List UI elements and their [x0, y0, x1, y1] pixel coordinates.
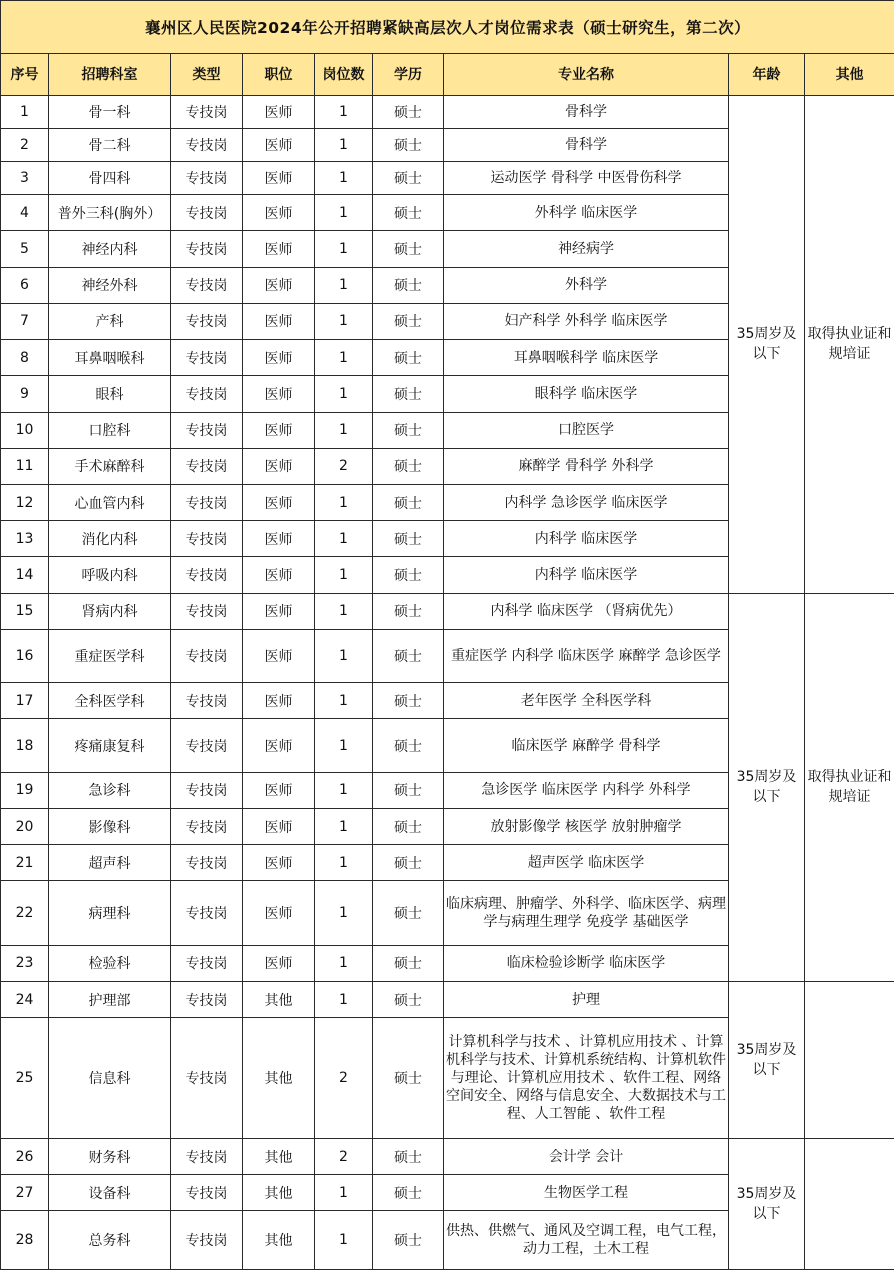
education: 硕士: [373, 521, 444, 557]
job-type: 专技岗: [171, 945, 243, 981]
position-count: 1: [315, 981, 373, 1017]
job-type: 专技岗: [171, 376, 243, 412]
row-number: 21: [1, 845, 49, 881]
major-name: 放射影像学 核医学 放射肿瘤学: [444, 808, 729, 844]
education: 硕士: [373, 1211, 444, 1270]
job-type: 专技岗: [171, 128, 243, 161]
job-type: 专技岗: [171, 719, 243, 772]
job-type: 专技岗: [171, 845, 243, 881]
department: 骨二科: [49, 128, 171, 161]
other-requirement: [805, 981, 894, 1138]
job-type: 专技岗: [171, 340, 243, 376]
education: 硕士: [373, 629, 444, 682]
title-row: [1, 1, 894, 54]
major-name: 神经病学: [444, 231, 729, 267]
major-name: 老年医学 全科医学科: [444, 683, 729, 719]
education: 硕士: [373, 448, 444, 484]
row-number: 19: [1, 772, 49, 808]
department: 肾病内科: [49, 593, 171, 629]
position-count: 2: [315, 1018, 373, 1139]
row-number: 16: [1, 629, 49, 682]
position-count: 1: [315, 845, 373, 881]
department: 耳鼻咽喉科: [49, 340, 171, 376]
position-count: 1: [315, 557, 373, 593]
department: 病理科: [49, 881, 171, 945]
job-position: 医师: [243, 881, 315, 945]
job-position: 医师: [243, 484, 315, 520]
job-type: 专技岗: [171, 412, 243, 448]
position-count: 1: [315, 629, 373, 682]
department: 全科医学科: [49, 683, 171, 719]
job-position: 医师: [243, 557, 315, 593]
education: 硕士: [373, 557, 444, 593]
position-count: 1: [315, 95, 373, 128]
job-type: 专技岗: [171, 593, 243, 629]
table-body: [1, 1, 894, 1270]
job-position: 医师: [243, 340, 315, 376]
job-type: 专技岗: [171, 1211, 243, 1270]
department: 普外三科(胸外）: [49, 195, 171, 231]
table-row: [1, 593, 894, 629]
department: 手术麻醉科: [49, 448, 171, 484]
job-type: 专技岗: [171, 521, 243, 557]
job-type: 专技岗: [171, 772, 243, 808]
department: 骨一科: [49, 95, 171, 128]
job-position: 医师: [243, 412, 315, 448]
job-position: 医师: [243, 845, 315, 881]
row-number: 17: [1, 683, 49, 719]
major-name: 超声医学 临床医学: [444, 845, 729, 881]
job-position: 其他: [243, 1175, 315, 1211]
row-number: 7: [1, 303, 49, 339]
header-type: 类型: [171, 54, 243, 95]
job-type: 专技岗: [171, 1138, 243, 1174]
row-number: 8: [1, 340, 49, 376]
education: 硕士: [373, 303, 444, 339]
education: 硕士: [373, 161, 444, 194]
position-count: 2: [315, 448, 373, 484]
education: 硕士: [373, 340, 444, 376]
position-count: 1: [315, 161, 373, 194]
education: 硕士: [373, 412, 444, 448]
job-type: 专技岗: [171, 161, 243, 194]
job-type: 专技岗: [171, 683, 243, 719]
job-position: 其他: [243, 1018, 315, 1139]
major-name: 外科学 临床医学: [444, 195, 729, 231]
job-position: 医师: [243, 683, 315, 719]
department: 信息科: [49, 1018, 171, 1139]
job-position: 医师: [243, 376, 315, 412]
header-row: [1, 54, 894, 95]
department: 总务科: [49, 1211, 171, 1270]
row-number: 13: [1, 521, 49, 557]
department: 产科: [49, 303, 171, 339]
major-name: 内科学 临床医学: [444, 557, 729, 593]
job-type: 专技岗: [171, 267, 243, 303]
job-position: 医师: [243, 128, 315, 161]
job-type: 专技岗: [171, 303, 243, 339]
table-title: 襄州区人民医院2024年公开招聘紧缺高层次人才岗位需求表（硕士研究生，第二次）: [1, 1, 894, 54]
position-count: 1: [315, 719, 373, 772]
row-number: 23: [1, 945, 49, 981]
job-position: 医师: [243, 303, 315, 339]
job-type: 专技岗: [171, 95, 243, 128]
row-number: 10: [1, 412, 49, 448]
position-count: 1: [315, 484, 373, 520]
major-name: 妇产科学 外科学 临床医学: [444, 303, 729, 339]
job-position: 医师: [243, 448, 315, 484]
education: 硕士: [373, 195, 444, 231]
department: 心血管内科: [49, 484, 171, 520]
job-type: 专技岗: [171, 448, 243, 484]
other-requirement: [805, 1138, 894, 1269]
row-number: 14: [1, 557, 49, 593]
education: 硕士: [373, 772, 444, 808]
job-position: 医师: [243, 945, 315, 981]
header-age: 年龄: [729, 54, 805, 95]
job-type: 专技岗: [171, 629, 243, 682]
header-major: 专业名称: [444, 54, 729, 95]
job-position: 医师: [243, 267, 315, 303]
position-count: 1: [315, 808, 373, 844]
row-number: 1: [1, 95, 49, 128]
department: 神经外科: [49, 267, 171, 303]
department: 护理部: [49, 981, 171, 1017]
major-name: 骨科学: [444, 95, 729, 128]
major-name: 耳鼻咽喉科学 临床医学: [444, 340, 729, 376]
major-name: 外科学: [444, 267, 729, 303]
job-type: 专技岗: [171, 231, 243, 267]
major-name: 急诊医学 临床医学 内科学 外科学: [444, 772, 729, 808]
department: 急诊科: [49, 772, 171, 808]
row-number: 22: [1, 881, 49, 945]
position-count: 1: [315, 1175, 373, 1211]
major-name: 临床医学 麻醉学 骨科学: [444, 719, 729, 772]
table-row: [1, 95, 894, 128]
job-type: 专技岗: [171, 1175, 243, 1211]
position-count: 1: [315, 340, 373, 376]
row-number: 5: [1, 231, 49, 267]
position-count: 1: [315, 521, 373, 557]
job-position: 其他: [243, 981, 315, 1017]
major-name: 供热、供燃气、通风及空调工程，电气工程，动力工程，土木工程: [444, 1211, 729, 1270]
position-count: 1: [315, 945, 373, 981]
major-name: 护理: [444, 981, 729, 1017]
major-name: 会计学 会计: [444, 1138, 729, 1174]
position-count: 1: [315, 412, 373, 448]
major-name: 运动医学 骨科学 中医骨伤科学: [444, 161, 729, 194]
job-type: 专技岗: [171, 1018, 243, 1139]
department: 消化内科: [49, 521, 171, 557]
job-position: 医师: [243, 808, 315, 844]
job-position: 医师: [243, 231, 315, 267]
job-position: 医师: [243, 195, 315, 231]
major-name: 内科学 急诊医学 临床医学: [444, 484, 729, 520]
major-name: 临床检验诊断学 临床医学: [444, 945, 729, 981]
job-position: 医师: [243, 629, 315, 682]
major-name: 内科学 临床医学: [444, 521, 729, 557]
row-number: 26: [1, 1138, 49, 1174]
department: 骨四科: [49, 161, 171, 194]
job-position: 医师: [243, 161, 315, 194]
position-count: 1: [315, 772, 373, 808]
job-type: 专技岗: [171, 808, 243, 844]
position-count: 1: [315, 128, 373, 161]
department: 重症医学科: [49, 629, 171, 682]
position-count: 1: [315, 683, 373, 719]
education: 硕士: [373, 376, 444, 412]
major-name: 口腔医学: [444, 412, 729, 448]
education: 硕士: [373, 945, 444, 981]
position-count: 1: [315, 1211, 373, 1270]
table-row: [1, 1138, 894, 1174]
education: 硕士: [373, 981, 444, 1017]
other-requirement: 取得执业证和规培证: [805, 593, 894, 981]
education: 硕士: [373, 683, 444, 719]
age-requirement: 35周岁及以下: [729, 1138, 805, 1269]
other-requirement: 取得执业证和规培证: [805, 95, 894, 593]
job-position: 医师: [243, 95, 315, 128]
education: 硕士: [373, 267, 444, 303]
education: 硕士: [373, 1018, 444, 1139]
position-count: 2: [315, 1138, 373, 1174]
education: 硕士: [373, 231, 444, 267]
age-requirement: 35周岁及以下: [729, 593, 805, 981]
job-position: 其他: [243, 1211, 315, 1270]
position-count: 1: [315, 303, 373, 339]
education: 硕士: [373, 95, 444, 128]
major-name: 眼科学 临床医学: [444, 376, 729, 412]
education: 硕士: [373, 484, 444, 520]
position-count: 1: [315, 267, 373, 303]
job-position: 医师: [243, 593, 315, 629]
position-count: 1: [315, 376, 373, 412]
education: 硕士: [373, 845, 444, 881]
education: 硕士: [373, 1175, 444, 1211]
table-row: [1, 981, 894, 1017]
row-number: 28: [1, 1211, 49, 1270]
job-type: 专技岗: [171, 881, 243, 945]
position-count: 1: [315, 231, 373, 267]
position-count: 1: [315, 593, 373, 629]
row-number: 4: [1, 195, 49, 231]
department: 财务科: [49, 1138, 171, 1174]
major-name: 内科学 临床医学 （肾病优先）: [444, 593, 729, 629]
job-type: 专技岗: [171, 195, 243, 231]
education: 硕士: [373, 128, 444, 161]
row-number: 2: [1, 128, 49, 161]
row-number: 11: [1, 448, 49, 484]
major-name: 重症医学 内科学 临床医学 麻醉学 急诊医学: [444, 629, 729, 682]
education: 硕士: [373, 881, 444, 945]
row-number: 3: [1, 161, 49, 194]
row-number: 25: [1, 1018, 49, 1139]
major-name: 生物医学工程: [444, 1175, 729, 1211]
job-position: 医师: [243, 521, 315, 557]
header-education: 学历: [373, 54, 444, 95]
row-number: 18: [1, 719, 49, 772]
major-name: 骨科学: [444, 128, 729, 161]
department: 呼吸内科: [49, 557, 171, 593]
row-number: 9: [1, 376, 49, 412]
row-number: 27: [1, 1175, 49, 1211]
job-position: 其他: [243, 1138, 315, 1174]
major-name: 计算机科学与技术 、计算机应用技术 、计算机科学与技术、计算机系统结构、计算机软件与理论、计算机应用技术 、软件工程、网络空间安全、网络与信息安全、大数据技术与工程、人工智能 、软件工程: [444, 1018, 729, 1139]
position-count: 1: [315, 881, 373, 945]
header-other: 其他: [805, 54, 894, 95]
department: 设备科: [49, 1175, 171, 1211]
department: 神经内科: [49, 231, 171, 267]
age-requirement: 35周岁及以下: [729, 981, 805, 1138]
header-no: 序号: [1, 54, 49, 95]
department: 检验科: [49, 945, 171, 981]
job-position: 医师: [243, 772, 315, 808]
department: 影像科: [49, 808, 171, 844]
job-type: 专技岗: [171, 557, 243, 593]
row-number: 24: [1, 981, 49, 1017]
education: 硕士: [373, 808, 444, 844]
department: 眼科: [49, 376, 171, 412]
major-name: 临床病理、肿瘤学、外科学、临床医学、病理学与病理生理学 免疫学 基础医学: [444, 881, 729, 945]
row-number: 12: [1, 484, 49, 520]
education: 硕士: [373, 719, 444, 772]
job-position: 医师: [243, 719, 315, 772]
header-count: 岗位数: [315, 54, 373, 95]
department: 疼痛康复科: [49, 719, 171, 772]
row-number: 20: [1, 808, 49, 844]
age-requirement: 35周岁及以下: [729, 95, 805, 593]
position-count: 1: [315, 195, 373, 231]
education: 硕士: [373, 593, 444, 629]
job-type: 专技岗: [171, 484, 243, 520]
department: 口腔科: [49, 412, 171, 448]
row-number: 6: [1, 267, 49, 303]
row-number: 15: [1, 593, 49, 629]
department: 超声科: [49, 845, 171, 881]
major-name: 麻醉学 骨科学 外科学: [444, 448, 729, 484]
education: 硕士: [373, 1138, 444, 1174]
job-type: 专技岗: [171, 981, 243, 1017]
header-position: 职位: [243, 54, 315, 95]
header-dept: 招聘科室: [49, 54, 171, 95]
